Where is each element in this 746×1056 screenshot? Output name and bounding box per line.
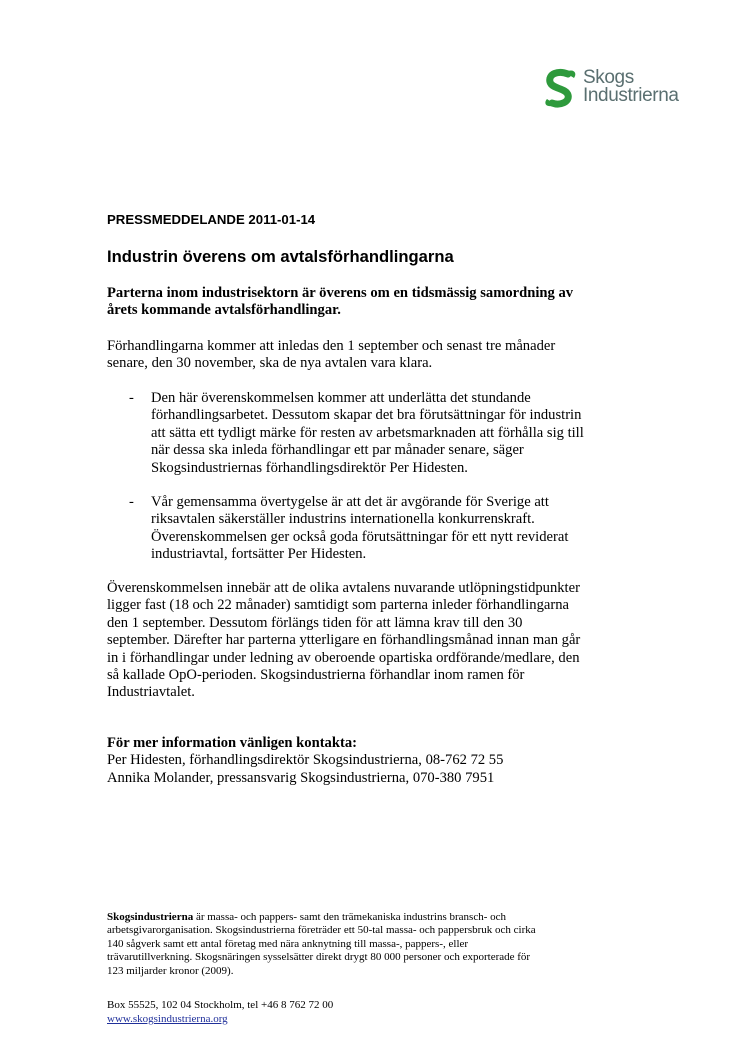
skogsindustrierna-logo <box>544 66 704 112</box>
address-line: Box 55525, 102 04 Stockholm, tel +46 8 762 72 00 <box>107 999 334 1011</box>
website-link[interactable]: www.skogsindustrierna.org <box>107 1013 228 1025</box>
quote-line: när dessa ska inleda förhandlingar ett par månader senare, säger <box>151 442 524 459</box>
paragraph-line: in i förhandlingar under ledning av oberoende opartiska ordförande/medlare, den <box>107 649 580 666</box>
lead-paragraph <box>107 285 573 320</box>
quote-line: Överenskommelsen ger också goda förutsättningar för ett nytt reviderat <box>151 528 569 545</box>
footer-line: arbetsgivarorganisation. Skogsindustrierna företräder ett 50-tal massa- och pappersbruk och cirka <box>107 924 536 937</box>
quote-line: Skogsindustriernas förhandlingsdirektör Per Hidesten. <box>151 459 468 476</box>
website-line <box>107 1012 333 1026</box>
quote-line: Vår gemensamma övertygelse är att det är avgörande för Sverige att <box>151 494 549 510</box>
quote-dash: - <box>129 494 134 510</box>
paragraph-line: september. Därefter har parterna ytterligare en förhandlingsmånad innan man går <box>107 632 581 649</box>
footer-org-name: Skogsindustrierna <box>107 911 194 923</box>
paragraph-1 <box>107 338 555 373</box>
paragraph-line: senare, den 30 november, ska de nya avtalen vara klara. <box>107 355 433 372</box>
logo-text-line2: Industrierna <box>583 85 679 106</box>
contact-section <box>107 735 503 787</box>
paragraph-line: ligger fast (18 och 22 månader) samtidigt som parterna inleder förhandlingarna <box>107 597 569 614</box>
footer-line: 123 miljarder kronor (2009). <box>107 964 234 977</box>
quote-body <box>151 390 584 477</box>
paragraph-line: så kallade OpO-perioden. Skogsindustrierna förhandlar inom ramen för <box>107 667 525 684</box>
quote-line: förhandlingsarbetet. Dessutom skapar det bra förutsättningar för industrin <box>151 407 582 424</box>
paragraph-line: Överenskommelsen innebär att de olika avtalens nuvarande utlöpningstidpunkter <box>107 580 580 596</box>
quote-line: riksavtalen säkerställer industrins internationella konkurrenskraft. <box>151 511 535 528</box>
quote-dash: - <box>129 390 134 406</box>
footer-address <box>107 998 333 1026</box>
skogsindustrierna-s-leaf-icon <box>544 68 578 110</box>
paragraph-line: Industriavtalet. <box>107 684 195 701</box>
footer-line <box>107 911 536 924</box>
press-release-date-label: PRESSMEDDELANDE 2011-01-14 <box>107 212 316 227</box>
paragraph-line: Förhandlingarna kommer att inledas den 1 september och senast tre månader <box>107 338 556 354</box>
contact-person: Annika Molander, pressansvarig Skogsindustrierna, 070-380 7951 <box>107 769 495 786</box>
footer-line: 140 sågverk samt ett antal företag med nära anknytning till massa-, pappers-, eller <box>107 937 469 950</box>
quote-line: industriavtal, fortsätter Per Hidesten. <box>151 546 367 563</box>
contact-heading: För mer information vänligen kontakta: <box>107 735 357 751</box>
paragraph-line: den 1 september. Dessutom förlängs tiden för att lämna krav till den 30 <box>107 614 523 631</box>
quote-line: att sätta ett tydligt märke för resten av arbetsmarknaden att förhålla sig till <box>151 424 584 441</box>
paragraph-2 <box>107 580 580 702</box>
headline: Industrin överens om avtalsförhandlingarna <box>107 247 454 266</box>
footer-first-line-rest: är massa- och pappers- samt den trämekaniska industrins bransch- och <box>193 911 506 923</box>
lead-line: årets kommande avtalsförhandlingar. <box>107 302 341 319</box>
lead-line: Parterna inom industrisektorn är överens om en tidsmässig samordning av <box>107 285 574 301</box>
contact-person: Per Hidesten, förhandlingsdirektör Skogsindustrierna, 08-762 72 55 <box>107 752 504 769</box>
quote-line: Den här överenskommelsen kommer att underlätta det stundande <box>151 390 531 406</box>
footer-description <box>107 911 536 978</box>
logo-text-line1: Skogs <box>583 67 634 88</box>
quote-body <box>151 494 568 564</box>
footer-line: trävarutillverkning. Skogsnäringen sysselsätter direkt drygt 80 000 personer och exporterade för <box>107 951 531 964</box>
